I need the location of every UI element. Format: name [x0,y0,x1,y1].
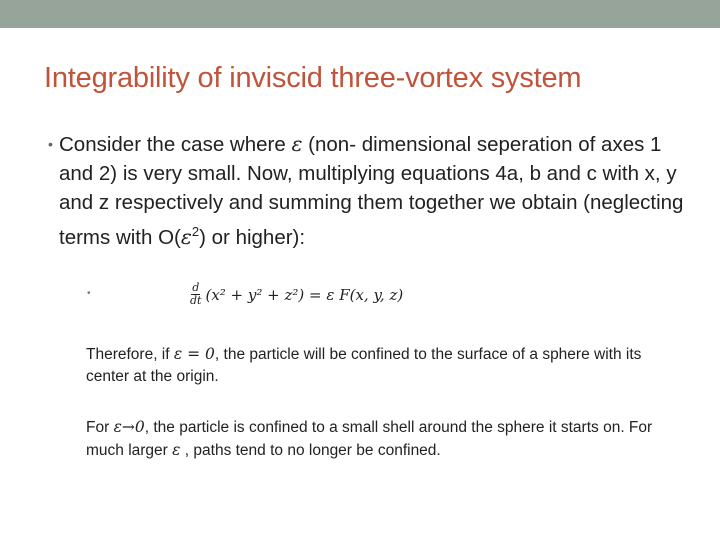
bullet-dot-icon: • [48,136,53,152]
main-bullet [48,130,688,252]
equation-rhs: ε F(x, y, z) [326,285,404,304]
derivative-fraction: $\frac{d}{dt}$ [190,281,202,307]
main-bullet-text: Consider the case where ε (non- dimensional seperation of axes 1 and 2) is very small. Now, multiplying equations 4a, b and c with x, y and z respectively and summing them together we obtain (neglecting terms with $O(\varepsilon^2)$ or higher): [59,132,684,249]
slide-title: Integrability of inviscid three-vortex system [44,62,582,94]
paragraph-therefore: Therefore, if ε = 0, the particle will be confined to the surface of a sphere with its center at the origin. [86,345,642,385]
sub-bullet-dot-icon: • [87,288,91,299]
equation-lhs: (x² + y² + z²) [205,285,305,304]
paragraph-small-epsilon: For ε→0, the particle is confined to a small shell around the sphere it starts on. For much larger ε , paths tend to no longer be confined. [86,418,653,459]
equation-equals: = [304,285,327,304]
top-accent-bar [0,0,720,28]
equation [190,282,403,307]
